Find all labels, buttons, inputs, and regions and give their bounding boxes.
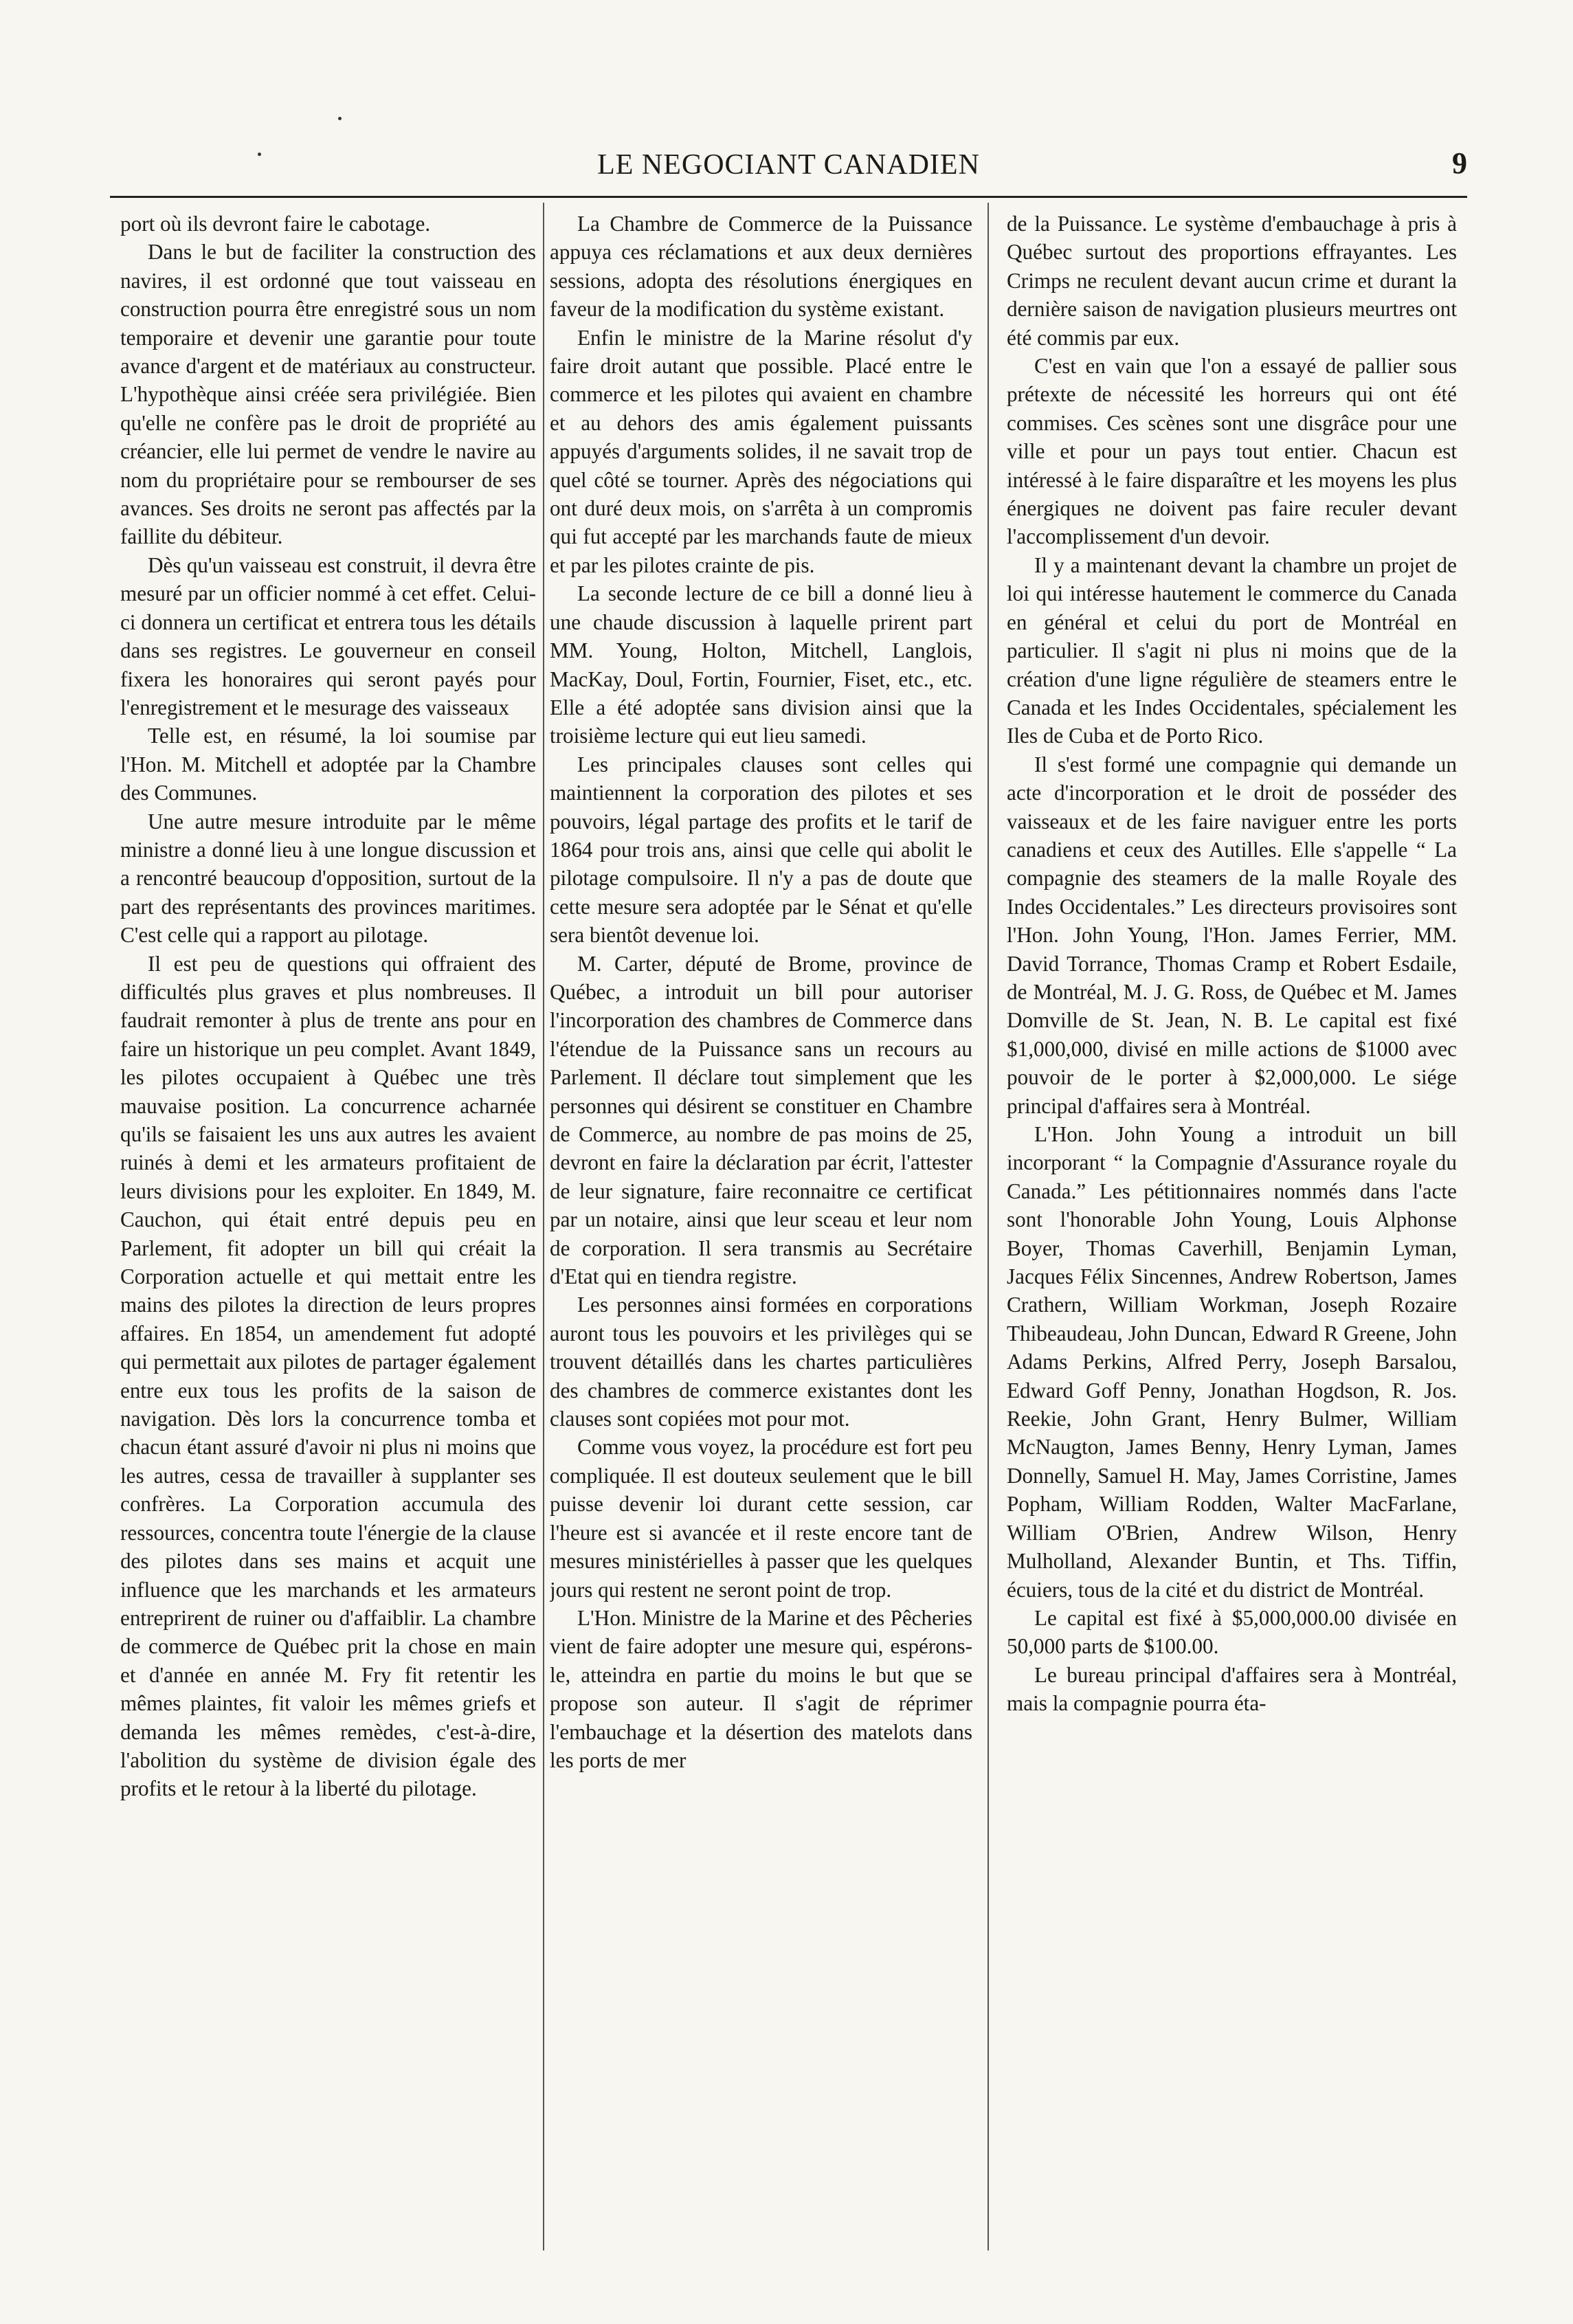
paragraph: Dès qu'un vaisseau est construit, il devra être mesuré par un officier nommé à cet effet. Celui-ci donnera un certificat et entrera tous les détails dans ses registres. Le gouverneur en conseil fixera les honoraires qui seront payés pour l'enregistrement et le mesurage des vaisseaux (120, 552, 536, 719)
paragraph: Enfin le ministre de la Marine résolut d'y faire droit autant que possible. Placé entre le commerce et les pilotes qui avaient en chambre et au dehors des amis également puissants appuyés d'arguments solides, il ne savait trop de quel côté se tourner. Après des négociations qui ont duré deux mois, on s'arrêta à un compromis qui fut accepté par les marchands faute de mieux et par les pilotes crainte de pis. (550, 325, 972, 577)
paragraph: port où ils devront faire le cabotage. (120, 212, 431, 236)
column-divider (988, 203, 989, 2250)
text-column-3 (1007, 210, 1457, 2261)
paragraph: Une autre mesure introduite par le même ministre a donné lieu à une longue discussion et a rencontré beaucoup d'opposition, surtout de la part des représentants des provinces maritimes. C'est celle qui a rapport au pilotage. (120, 809, 536, 948)
paragraph: C'est en vain que l'on a essayé de pallier sous prétexte de nécessité les horreurs qui ont été commises. Ces scènes sont une disgrâce pour une ville et pour un pays tout entier. Chacun est intéressé à le faire disparaître et les moyens les plus énergiques ne doivent pas faire reculer devant l'accomplissement d'un devoir. (1007, 354, 1457, 549)
paragraph: Telle est, en résumé, la loi soumise par l'Hon. M. Mitchell et adoptée par la Chambre des Communes. (120, 724, 536, 805)
header-rule (110, 196, 1467, 198)
paragraph: L'Hon. Ministre de la Marine et des Pêcheries vient de faire adopter une mesure qui, espérons-le, atteindra en partie du moins le but que se propose son auteur. Il s'agit de réprimer l'embauchage et la désertion des matelots dans les ports de mer (550, 1605, 972, 1772)
page-number: 9 (1452, 146, 1467, 180)
paragraph: Les principales clauses sont celles qui maintiennent la corporation des pilotes et ses pouvoirs, légal partage des profits et le tarif de 1864 pour trois ans, ainsi que celle qui abolit le pilotage compulsoire. Il n'y a pas de doute que cette mesure sera adoptée par le Sénat et qu'elle sera bientôt devenue loi. (550, 752, 972, 948)
paragraph: L'Hon. John Young a introduit un bill incorporant “ la Compagnie d'Assurance royale du Canada.” Les pétitionnaires nommés dans l'acte sont l'honorable John Young, Louis Alphonse Boyer, Thomas Caverhill, Benjamin Lyman, Jacques Félix Sincennes, Andrew Robertson, James Crathern, William Workman, Joseph Rozaire Thibeaudeau, John Duncan, Edward R Greene, John Adams Perkins, Alfred Perry, Joseph Barsalou, Edward Goff Penny, Jonathan Hogdson, R. Jos. Reekie, John Grant, Henry Bulmer, William McNaugton, James Benny, Henry Lyman, James Donnelly, Samuel H. May, James Corristine, James Popham, William Rodden, Walter MacFarlane, William O'Brien, Andrew Wilson, Henry Mulholland, Alexander Buntin, et Ths. Tiffin, écuiers, tous de la cité et du district de Montréal. (1007, 1122, 1457, 1602)
paragraph: Il est peu de questions qui offraient des difficultés plus graves et plus nombreuses. Il faudrait remonter à plus de trente ans pour en faire un historique un peu complet. Avant 1849, les pilotes occupaient à Québec une très mauvaise position. La concurrence acharnée qu'ils se faisaient les uns aux autres les avaient ruinés à demi et les armateurs profitaient de leurs divisions pour les exploiter. En 1849, M. Cauchon, qui était entré depuis peu en Parlement, fit adopter un bill qui créait la Corporation actuelle et qui mettait entre les mains des pilotes la direction de leurs propres affaires. En 1854, un amendement fut adopté qui permettait aux pilotes de partager également entre eux tous les profits de la saison de navigation. Dès lors la concurrence tomba et chacun étant assuré d'avoir ni plus ni moins que les autres, cessa de travailler à supplanter ses confrères. La Corporation accumula des ressources, concentra toute l'énergie de la clause des pilotes dans ses mains et acquit une influence que les marchands et les armateurs entreprirent de ruiner ou d'affaiblir. La chambre de commerce de Québec prit la chose en main et d'année en année M. Fry fit retentir les mêmes plaintes, fit valoir les mêmes griefs et demanda les mêmes remèdes, c'est-à-dire, l'abolition du système de division égale des profits et le retour à la liberté du pilotage. (120, 951, 536, 1801)
print-speck (338, 117, 342, 120)
paragraph: de la Puissance. Le système d'embauchage à pris à Québec surtout des proportions effrayantes. Les Crimps ne reculent devant aucun crime et durant la dernière saison de navigation plusieurs meurtres ont été commis par eux. (1007, 212, 1457, 350)
paragraph: M. Carter, député de Brome, province de Québec, a introduit un bill pour autoriser l'incorporation des chambres de Commerce dans l'étendue de la Puissance sans un recours au Parlement. Il déclare tout simplement que les personnes qui désirent se constituer en Chambre de Commerce, au nombre de pas moins de 25, devront en faire la déclaration par écrit, l'attester de leur signature, faire reconnaitre ce certificat par un notaire, ainsi que leur sceau et leur nom de corporation. Il sera transmis au Secrétaire d'Etat qui en tiendra registre. (550, 951, 972, 1289)
text-column-1 (120, 210, 536, 2261)
page-header (110, 144, 1467, 186)
paragraph: Les personnes ainsi formées en corporations auront tous les pouvoirs et les privilèges qui se trouvent détaillés dans les chartes particulières des chambres de commerce existantes dont les clauses sont copiées mot pour mot. (550, 1293, 972, 1431)
paragraph: Il s'est formé une compagnie qui demande un acte d'incorporation et le droit de posséder des vaisseaux et de les faire naviguer entre les ports canadiens et ceux des Autilles. Elle s'appelle “ La compagnie des steamers de la malle Royale des Indes Occidentales.” Les directeurs provisoires sont l'Hon. John Young, l'Hon. James Ferrier, MM. David Torrance, Thomas Cramp et Robert Esdaile, de Montréal, M. J. G. Ross, de Québec et M. James Domville de St. Jean, N. B. Le capital est fixé $1,000,000, divisé en mille actions de $1000 avec pouvoir de le porter à $2,000,000. Le siége principal d'affaires sera à Montréal. (1007, 752, 1457, 1118)
paragraph: Il y a maintenant devant la chambre un projet de loi qui intéresse hautement le commerce du Canada en général et celui du port de Montréal en particulier. Il s'agit ni plus ni moins que de la création d'une ligne régulière de steamers entre le Canada et les Indes Occidentales, spécialement les Iles de Cuba et de Porto Rico. (1007, 552, 1457, 748)
paragraph: La seconde lecture de ce bill a donné lieu à une chaude discussion à laquelle prirent part MM. Young, Holton, Mitchell, Langlois, MacKay, Doul, Fortin, Fournier, Fiset, etc., etc. Elle a été adoptée sans division ainsi que la troisième lecture qui eut lieu samedi. (550, 581, 972, 748)
column-divider (543, 203, 544, 2250)
paragraph: La Chambre de Commerce de la Puissance appuya ces réclamations et aux deux dernières sessions, adopta des résolutions énergiques en faveur de la modification du système existant. (550, 212, 972, 322)
paragraph: Le bureau principal d'affaires sera à Montréal, mais la compagnie pourra éta- (1007, 1662, 1457, 1716)
paragraph: Dans le but de faciliter la construction des navires, il est ordonné que tout vaisseau en construction pourra être enregistré sous un nom temporaire et devenir une garantie pour toute avance d'argent et de matériaux au constructeur. L'hypothèque ainsi créée sera privilégiée. Bien qu'elle ne confère pas le droit de propriété au créancier, elle lui permet de vendre le navire au nom du propriétaire pour se rembourser de ses avances. Ses droits ne seront pas affectés par la faillite du débiteur. (120, 240, 536, 549)
page-title: LE NEGOCIANT CANADIEN (597, 149, 980, 181)
paragraph: Le capital est fixé à $5,000,000.00 divisée en 50,000 parts de $100.00. (1007, 1605, 1457, 1659)
text-column-2 (550, 210, 972, 2261)
paragraph: Comme vous voyez, la procédure est fort peu compliquée. Il est douteux seulement que le bill puisse devenir loi durant cette session, car l'heure est si avancée et il reste encore tant de mesures ministérielles à passer que les quelques jours qui restent ne seront point de trop. (550, 1435, 972, 1602)
